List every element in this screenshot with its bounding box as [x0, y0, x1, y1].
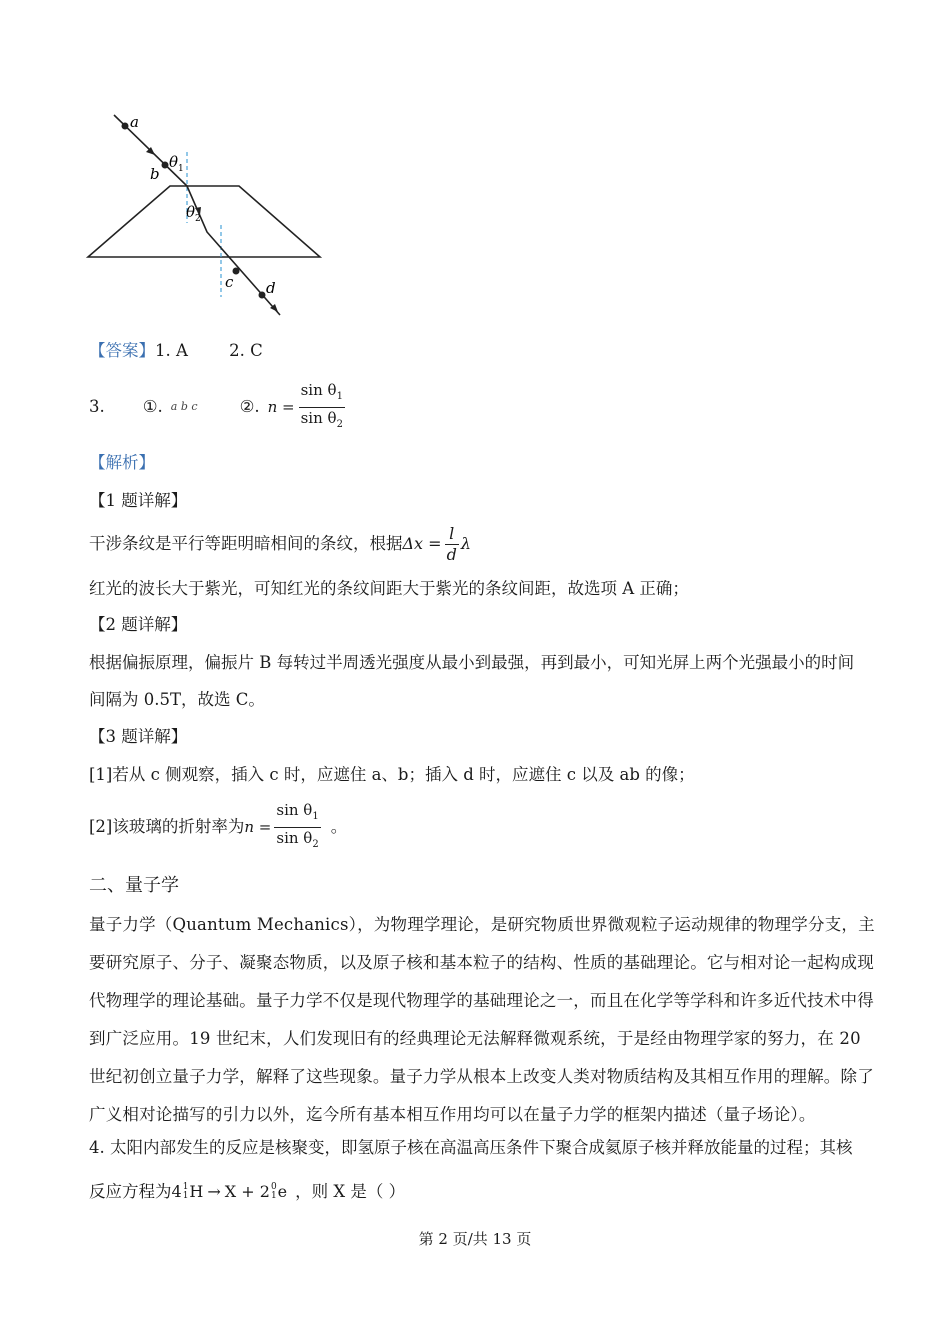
label-c: c: [225, 273, 234, 291]
answer-q3-part2: ②.: [239, 397, 260, 416]
detail-2-line1: 根据偏振原理，偏振片 B 每转过半周透光强度从最小到最强，再到最小，可知光屏上两个光强最小的时间: [89, 653, 855, 672]
eq-e-sup: 0: [270, 1182, 277, 1192]
detail-3-line2-end: 。: [330, 817, 348, 836]
answer-tag: 【答案】: [89, 341, 155, 360]
question4-line1: 4. 太阳内部发生的反应是核聚变，即氢原子核在高温高压条件下聚合成氦原子核并释放能量的过程；其核: [89, 1138, 853, 1157]
eq-h: H: [189, 1182, 204, 1201]
detail-1-line1: [89, 522, 471, 566]
formula-n2-den: sin θ: [276, 828, 313, 847]
detail-3-line2-text: [2]该玻璃的折射率为: [89, 817, 245, 836]
formula-n-lhs: n =: [267, 398, 295, 416]
eq-h-sup: 1: [182, 1182, 189, 1192]
formula-n-num-sub: 1: [336, 390, 343, 402]
formula-dx-den: d: [446, 544, 457, 564]
eq-h-sub: 1: [182, 1191, 189, 1201]
answer-q2: 2. C: [229, 341, 263, 360]
formula-dx-num: l: [445, 524, 459, 545]
answer-line: [89, 340, 263, 362]
formula-n2-num: sin θ: [276, 800, 313, 819]
label-a: a: [130, 113, 139, 131]
formula-n-num: sin θ: [300, 380, 337, 399]
question4-line2-text: 反应方程为: [89, 1182, 172, 1201]
question4-line2: [89, 1176, 405, 1208]
formula-n-den: sin θ: [300, 408, 337, 427]
label-theta1: θ: [169, 153, 179, 171]
refraction-diagram: [80, 105, 340, 325]
label-b: b: [150, 165, 160, 183]
answer-q3: [89, 380, 345, 430]
detail-1-text: 干涉条纹是平行等距明暗相间的条纹，根据: [89, 534, 403, 553]
eq-coef: 4: [171, 1182, 182, 1201]
section-title: 二、量子学: [89, 875, 179, 896]
formula-n2-den-sub: 2: [312, 838, 319, 850]
detail-3-line1: [1]若从 c 侧观察，插入 c 时，应遮住 a、b；插入 d 时，应遮住 c 以及 ab 的像；: [89, 765, 695, 784]
question4-line2-end: ，则 X 是（ ）: [295, 1182, 406, 1201]
pin-b: [162, 162, 169, 169]
detail-2-line2: 间隔为 0.5T，故选 C。: [89, 690, 265, 709]
formula-n2-lhs: n =: [244, 818, 272, 836]
formula-n-fraction: [299, 380, 345, 435]
label-theta2: θ: [186, 203, 196, 221]
page-footer: 第 2 页/共 13 页: [418, 1230, 532, 1248]
pin-d: [259, 292, 266, 299]
detail-1-title: 【1 题详解】: [89, 491, 188, 510]
answer-q3-part1-value: a b c: [170, 400, 198, 413]
formula-dx-fraction: [445, 524, 459, 565]
pin-c: [233, 268, 240, 275]
glass-trapezoid: [88, 186, 320, 257]
eq-h-indices: [183, 1183, 189, 1201]
eq-e: e: [277, 1182, 288, 1201]
detail-1-line2: 红光的波长大于紫光，可知红光的条纹间距大于紫光的条纹间距，故选项 A 正确；: [89, 579, 689, 598]
section-paragraph: 量子力学（Quantum Mechanics），为物理学理论，是研究物质世界微观粒子运动规律的物理学分支，主要研究原子、分子、凝聚态物质，以及原子核和基本粒子的结构、性质的基础理论。它与相对论一起构成现代物理学的理论基础。量子力学不仅是现代物理学的基础理论之一，而且在化学等学科和许多近代技术中得到广泛应用。19 世纪末，人们发现旧有的经典理论无法解释微观系统，于是经由物理学家的努力，在 20 世纪初创立量子力学，解释了这些现象。量子力学从根本上改变人类对物质结构及其相互作用的理解。除了广义相对论描写的引力以外，迄今所有基本相互作用均可以在量子力学的框架内描述（量子场论）。: [89, 915, 875, 1124]
detail-3-line2: [89, 800, 348, 850]
pin-a: [122, 123, 129, 130]
nuclear-equation: [172, 1181, 288, 1203]
label-theta2-sub: 2: [195, 214, 201, 224]
analysis-tag: 【解析】: [89, 453, 155, 472]
label-theta1-sub: 1: [178, 164, 184, 174]
answer-q3-part1: ①.: [142, 397, 163, 416]
detail-2-title: 【2 题详解】: [89, 615, 188, 634]
label-d: d: [266, 279, 276, 297]
answer-q1: 1. A: [155, 341, 188, 360]
eq-x: X + 2: [224, 1182, 270, 1201]
answer-q3-num: 3.: [89, 397, 105, 416]
formula-n-den-sub: 2: [336, 418, 343, 430]
formula-dx-rhs: λ: [460, 534, 471, 553]
eq-e-indices: [271, 1183, 277, 1201]
formula-dx-lhs: Δx =: [402, 534, 442, 553]
formula-n2-fraction: [274, 800, 320, 855]
eq-e-sub: 1: [270, 1191, 277, 1201]
formula-n2-num-sub: 1: [312, 810, 319, 822]
detail-3-title: 【3 题详解】: [89, 727, 188, 746]
eq-arrow: →: [207, 1182, 221, 1201]
